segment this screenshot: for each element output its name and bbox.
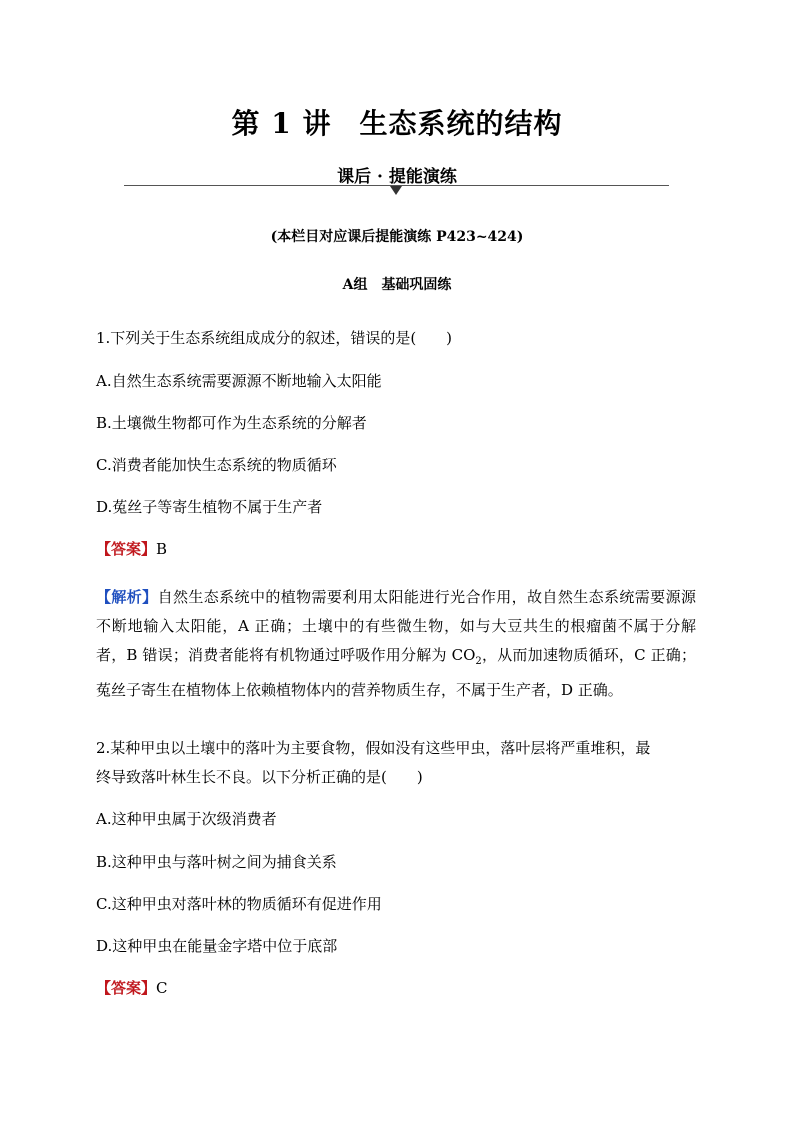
question-2-stem-line-1: 2.某种甲虫以土壤中的落叶为主要食物，假如没有这些甲虫，落叶层将严重堆积，最 <box>96 739 651 757</box>
analysis-text-b: ，从而加速物质循环，C 正确；菟丝子寄生在植物体上依赖植物体内的营养物质生存，不属于生产者，D 正确。 <box>96 646 697 699</box>
question-2-option-a: A.这种甲虫属于次级消费者 <box>96 810 277 828</box>
question-1-option-a: A.自然生态系统需要源源不断地输入太阳能 <box>96 372 382 390</box>
source-note: (本栏目对应课后提能演练 P423~424) <box>270 229 524 245</box>
question-2-answer <box>96 977 696 998</box>
question-2-option-d: D.这种甲虫在能量金字塔中位于底部 <box>96 937 338 955</box>
question-1-stem: 1.下列关于生态系统组成成分的叙述，错误的是( ) <box>96 329 453 347</box>
question-1-answer <box>96 538 696 559</box>
question-1-option-c: C.消费者能加快生态系统的物质循环 <box>96 456 337 474</box>
question-1-option-b: B.土壤微生物都可作为生态系统的分解者 <box>96 414 367 432</box>
analysis-text-a: 自然生态系统中的植物需要利用太阳能进行光合作用，故自然生态系统需要源源不断地输入太阳能，A 正确；土壤中的有些微生物，如与大豆共生的根瘤菌不属于分解者，B 错误；消费者能将有机物通过呼吸作用分解为 CO <box>96 588 696 664</box>
question-2-option-b: B.这种甲虫与落叶树之间为捕食关系 <box>96 853 337 871</box>
down-triangle-icon <box>390 186 402 195</box>
group-letter: A <box>342 277 354 293</box>
answer-tag: 【答案】 <box>96 540 157 558</box>
question-2-option-c: C.这种甲虫对落叶林的物质循环有促进作用 <box>96 895 382 913</box>
analysis-tag: 【解析】 <box>96 588 158 606</box>
group-title <box>0 274 794 294</box>
question-1-analysis <box>96 583 696 705</box>
answer-value: C <box>156 979 168 997</box>
question-2-stem-line-2: 终导致落叶林生长不良。以下分析正确的是( ) <box>96 768 423 786</box>
group-name: 基础巩固练 <box>381 277 452 293</box>
answer-tag: 【答案】 <box>96 979 157 997</box>
analysis-subscript: 2 <box>475 656 482 667</box>
lesson-title: 生态系统的结构 <box>359 107 563 140</box>
lesson-number: 第 1 讲 <box>231 107 332 140</box>
group-word: 组 <box>353 277 368 293</box>
answer-value: B <box>156 540 168 558</box>
section-label: 课后 · 提能演练 <box>337 167 457 187</box>
question-1-option-d: D.菟丝子等寄生植物不属于生产者 <box>96 498 323 516</box>
page-title <box>0 102 794 142</box>
